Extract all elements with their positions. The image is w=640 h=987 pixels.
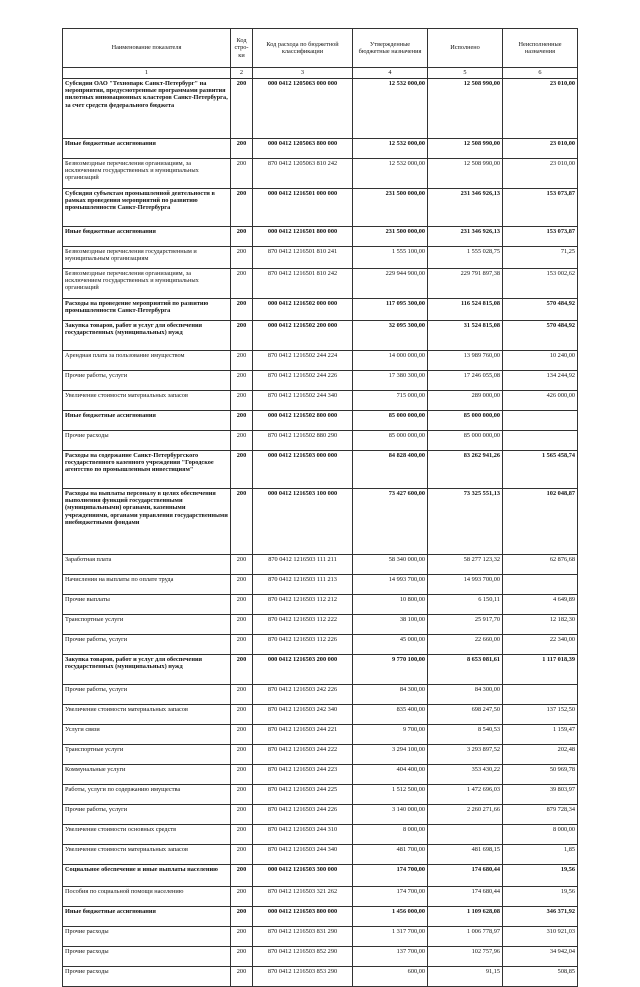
row-remaining: 346 371,92 [503, 907, 578, 927]
row-line-code: 200 [231, 685, 253, 705]
row-name: Работы, услуги по содержанию имущества [63, 785, 231, 805]
row-name: Транспортные услуги [63, 745, 231, 765]
row-executed: 58 277 123,32 [428, 555, 503, 575]
row-remaining: 1 159,47 [503, 725, 578, 745]
row-approved: 14 000 000,00 [353, 351, 428, 371]
row-expense-code: 000 0412 1216502 800 000 [253, 411, 353, 431]
table-row [63, 765, 578, 785]
row-executed: 83 262 941,26 [428, 451, 503, 489]
row-approved: 1 317 700,00 [353, 927, 428, 947]
row-name: Увеличение стоимости материальных запасов [63, 391, 231, 411]
row-line-code: 200 [231, 351, 253, 371]
row-line-code: 200 [231, 805, 253, 825]
row-executed: 73 325 551,13 [428, 489, 503, 555]
row-remaining: 1 117 018,39 [503, 655, 578, 685]
row-expense-code: 000 0412 1216502 000 000 [253, 299, 353, 321]
row-executed: 22 660,00 [428, 635, 503, 655]
table-row [63, 825, 578, 845]
column-number: 2 [231, 68, 253, 79]
row-expense-code: 870 0412 1216503 112 222 [253, 615, 353, 635]
row-remaining: 202,48 [503, 745, 578, 765]
row-name: Прочие работы, услуги [63, 635, 231, 655]
row-name: Субсидии ОАО "Технопарк Санкт-Петербург" на мероприятия, предусмотренные программами развития пилотных инновационных кластеров Санкт-Петербурга, за счет средств федерального бюджета [63, 79, 231, 139]
row-expense-code: 000 0412 1216503 800 000 [253, 907, 353, 927]
row-approved: 174 700,00 [353, 887, 428, 907]
row-expense-code: 870 0412 1205063 810 242 [253, 159, 353, 189]
row-approved: 1 512 500,00 [353, 785, 428, 805]
table-row [63, 189, 578, 227]
row-approved: 231 500 000,00 [353, 189, 428, 227]
row-approved: 117 095 300,00 [353, 299, 428, 321]
row-expense-code: 870 0412 1216502 880 290 [253, 431, 353, 451]
row-expense-code: 000 0412 1216501 800 000 [253, 227, 353, 247]
row-executed: 1 472 696,03 [428, 785, 503, 805]
row-line-code: 200 [231, 745, 253, 765]
row-executed: 698 247,50 [428, 705, 503, 725]
row-remaining: 19,56 [503, 887, 578, 907]
row-name: Увеличение стоимости основных средств [63, 825, 231, 845]
row-remaining: 153 073,87 [503, 189, 578, 227]
column-number: 5 [428, 68, 503, 79]
row-expense-code: 870 0412 1216503 244 223 [253, 765, 353, 785]
row-approved: 174 700,00 [353, 865, 428, 887]
row-line-code: 200 [231, 887, 253, 907]
row-name: Прочие выплаты [63, 595, 231, 615]
row-remaining: 508,85 [503, 967, 578, 987]
row-approved: 231 500 000,00 [353, 227, 428, 247]
table-row [63, 351, 578, 371]
row-approved: 1 456 000,00 [353, 907, 428, 927]
row-name: Субсидия субъектам промышленной деятельности в рамках проведения мероприятий по развитию промышленности Санкт-Петербурга [63, 189, 231, 227]
table-row [63, 615, 578, 635]
row-line-code: 200 [231, 159, 253, 189]
row-approved: 84 828 400,00 [353, 451, 428, 489]
table-row [63, 159, 578, 189]
row-approved: 73 427 600,00 [353, 489, 428, 555]
row-name: Закупка товаров, работ и услуг для обеспечения государственных (муниципальных) нужд [63, 655, 231, 685]
row-executed: 31 524 815,08 [428, 321, 503, 351]
header-row [63, 29, 578, 68]
row-remaining: 22 340,00 [503, 635, 578, 655]
row-approved: 84 300,00 [353, 685, 428, 705]
header-expense-code: Код расхода по бюджетной классификации [253, 29, 353, 68]
row-executed: 85 000 000,00 [428, 431, 503, 451]
row-expense-code: 870 0412 1216503 853 290 [253, 967, 353, 987]
row-line-code: 200 [231, 765, 253, 785]
row-remaining: 23 010,00 [503, 159, 578, 189]
row-remaining: 570 484,92 [503, 299, 578, 321]
row-expense-code: 870 0412 1216502 244 226 [253, 371, 353, 391]
row-name: Социальное обеспечение и иные выплаты населению [63, 865, 231, 887]
table-row [63, 967, 578, 987]
row-remaining [503, 431, 578, 451]
row-name: Иные бюджетные ассигнования [63, 227, 231, 247]
row-line-code: 200 [231, 705, 253, 725]
row-executed: 14 993 700,00 [428, 575, 503, 595]
row-executed: 85 000 000,00 [428, 411, 503, 431]
row-line-code: 200 [231, 615, 253, 635]
row-remaining: 310 921,03 [503, 927, 578, 947]
row-executed: 174 680,44 [428, 865, 503, 887]
row-name: Безвозмездные перечисления организациям, за исключением государственных и муниципальных организаций [63, 159, 231, 189]
row-line-code: 200 [231, 321, 253, 351]
row-line-code: 200 [231, 391, 253, 411]
row-line-code: 200 [231, 595, 253, 615]
header-executed: Исполнено [428, 29, 503, 68]
row-remaining: 137 152,50 [503, 705, 578, 725]
row-executed: 12 508 990,00 [428, 139, 503, 159]
row-approved: 8 000,00 [353, 825, 428, 845]
table-row [63, 927, 578, 947]
row-expense-code: 870 0412 1216503 111 211 [253, 555, 353, 575]
table-row [63, 391, 578, 411]
table-row [63, 227, 578, 247]
row-executed [428, 825, 503, 845]
table-row [63, 705, 578, 725]
row-expense-code: 870 0412 1216503 244 310 [253, 825, 353, 845]
row-expense-code: 870 0412 1216503 852 290 [253, 947, 353, 967]
row-executed: 8 653 081,61 [428, 655, 503, 685]
row-executed: 231 346 926,13 [428, 227, 503, 247]
table-row [63, 269, 578, 299]
row-line-code: 200 [231, 785, 253, 805]
row-line-code: 200 [231, 947, 253, 967]
row-remaining: 570 484,92 [503, 321, 578, 351]
row-approved: 9 700,00 [353, 725, 428, 745]
header-remaining: Неисполненные назначения [503, 29, 578, 68]
row-line-code: 200 [231, 247, 253, 269]
row-executed: 13 989 760,00 [428, 351, 503, 371]
row-line-code: 200 [231, 927, 253, 947]
row-remaining: 879 728,34 [503, 805, 578, 825]
table-row [63, 555, 578, 575]
table-row [63, 431, 578, 451]
row-executed: 17 246 055,08 [428, 371, 503, 391]
row-executed: 174 680,44 [428, 887, 503, 907]
row-name: Закупка товаров, работ и услуг для обеспечения государственных (муниципальных) нужд [63, 321, 231, 351]
row-executed: 1 006 778,97 [428, 927, 503, 947]
row-line-code: 200 [231, 635, 253, 655]
table-row [63, 685, 578, 705]
column-number: 4 [353, 68, 428, 79]
row-expense-code: 870 0412 1216503 111 213 [253, 575, 353, 595]
row-executed: 102 757,96 [428, 947, 503, 967]
row-name: Транспортные услуги [63, 615, 231, 635]
row-remaining [503, 575, 578, 595]
row-expense-code: 870 0412 1216503 244 221 [253, 725, 353, 745]
table-row [63, 655, 578, 685]
row-name: Начисления на выплаты по оплате труда [63, 575, 231, 595]
table-row [63, 635, 578, 655]
row-name: Прочие расходы [63, 967, 231, 987]
row-approved: 3 294 100,00 [353, 745, 428, 765]
row-name: Прочие работы, услуги [63, 371, 231, 391]
row-remaining: 153 073,87 [503, 227, 578, 247]
row-name: Увеличение стоимости материальных запасов [63, 845, 231, 865]
row-remaining: 34 942,04 [503, 947, 578, 967]
row-executed: 25 917,70 [428, 615, 503, 635]
row-approved: 32 095 300,00 [353, 321, 428, 351]
column-number: 1 [63, 68, 231, 79]
table-row [63, 865, 578, 887]
row-approved: 12 532 000,00 [353, 79, 428, 139]
row-line-code: 200 [231, 79, 253, 139]
row-expense-code: 870 0412 1216503 244 222 [253, 745, 353, 765]
row-executed: 1 555 028,75 [428, 247, 503, 269]
row-expense-code: 000 0412 1216501 000 000 [253, 189, 353, 227]
row-approved: 715 000,00 [353, 391, 428, 411]
row-line-code: 200 [231, 655, 253, 685]
row-executed: 3 293 897,52 [428, 745, 503, 765]
row-executed: 84 300,00 [428, 685, 503, 705]
row-remaining: 39 803,97 [503, 785, 578, 805]
row-name: Заработная плата [63, 555, 231, 575]
row-remaining [503, 411, 578, 431]
row-name: Арендная плата за пользование имуществом [63, 351, 231, 371]
row-line-code: 200 [231, 189, 253, 227]
row-line-code: 200 [231, 825, 253, 845]
table-row [63, 489, 578, 555]
row-expense-code: 870 0412 1216501 810 242 [253, 269, 353, 299]
table-row [63, 321, 578, 351]
row-name: Прочие работы, услуги [63, 805, 231, 825]
table-row [63, 371, 578, 391]
table-row [63, 947, 578, 967]
row-approved: 12 532 000,00 [353, 139, 428, 159]
row-remaining: 23 010,00 [503, 139, 578, 159]
row-line-code: 200 [231, 865, 253, 887]
row-remaining: 426 000,00 [503, 391, 578, 411]
row-name: Прочие работы, услуги [63, 685, 231, 705]
table-row [63, 79, 578, 139]
table-row [63, 299, 578, 321]
row-approved: 481 700,00 [353, 845, 428, 865]
row-approved: 404 400,00 [353, 765, 428, 785]
table-row [63, 785, 578, 805]
row-approved: 600,00 [353, 967, 428, 987]
row-approved: 45 000,00 [353, 635, 428, 655]
row-name: Иные бюджетные ассигнования [63, 139, 231, 159]
row-name: Иные бюджетные ассигнования [63, 411, 231, 431]
table-row [63, 907, 578, 927]
row-expense-code: 870 0412 1216503 242 226 [253, 685, 353, 705]
table-row [63, 451, 578, 489]
row-remaining: 102 048,87 [503, 489, 578, 555]
table-body [63, 79, 578, 987]
row-expense-code: 870 0412 1216502 244 224 [253, 351, 353, 371]
row-line-code: 200 [231, 371, 253, 391]
row-expense-code: 000 0412 1216502 200 000 [253, 321, 353, 351]
row-expense-code: 000 0412 1216503 100 000 [253, 489, 353, 555]
header-line-code: Код стро-ки [231, 29, 253, 68]
row-name: Пособия по социальной помощи населению [63, 887, 231, 907]
table-row [63, 575, 578, 595]
row-remaining: 71,25 [503, 247, 578, 269]
row-executed: 231 346 926,13 [428, 189, 503, 227]
row-expense-code: 870 0412 1216503 831 290 [253, 927, 353, 947]
row-remaining: 12 182,30 [503, 615, 578, 635]
row-remaining: 153 002,62 [503, 269, 578, 299]
row-approved: 17 380 300,00 [353, 371, 428, 391]
row-approved: 12 532 000,00 [353, 159, 428, 189]
header-approved: Утвержденные бюджетные назначения [353, 29, 428, 68]
row-line-code: 200 [231, 431, 253, 451]
row-approved: 85 000 000,00 [353, 431, 428, 451]
header-indicator-name: Наименование показателя [63, 29, 231, 68]
row-name: Расходы на проведение мероприятий по развитию промышленности Санкт-Петербурга [63, 299, 231, 321]
row-name: Иные бюджетные ассигнования [63, 907, 231, 927]
row-line-code: 200 [231, 227, 253, 247]
row-expense-code: 000 0412 1216503 200 000 [253, 655, 353, 685]
row-approved: 835 400,00 [353, 705, 428, 725]
column-number-row [63, 68, 578, 79]
row-executed: 12 508 990,00 [428, 79, 503, 139]
row-expense-code: 870 0412 1216503 242 340 [253, 705, 353, 725]
row-expense-code: 870 0412 1216503 244 226 [253, 805, 353, 825]
row-remaining: 23 010,00 [503, 79, 578, 139]
row-approved: 229 944 900,00 [353, 269, 428, 299]
row-name: Прочие расходы [63, 431, 231, 451]
row-remaining: 62 876,68 [503, 555, 578, 575]
row-expense-code: 000 0412 1205063 800 000 [253, 139, 353, 159]
row-line-code: 200 [231, 907, 253, 927]
row-name: Безвозмездные перечисления государственным и муниципальным организациям [63, 247, 231, 269]
row-name: Коммунальные услуги [63, 765, 231, 785]
row-name: Безвозмездные перечисления организациям, за исключением государственных и муниципальных организаций [63, 269, 231, 299]
row-approved: 3 140 000,00 [353, 805, 428, 825]
row-executed: 6 150,11 [428, 595, 503, 615]
table-row [63, 595, 578, 615]
table-row [63, 725, 578, 745]
row-line-code: 200 [231, 269, 253, 299]
row-approved: 1 555 100,00 [353, 247, 428, 269]
row-executed: 8 540,53 [428, 725, 503, 745]
row-line-code: 200 [231, 411, 253, 431]
row-executed: 12 508 990,00 [428, 159, 503, 189]
row-name: Расходы на выплаты персоналу в целях обеспечения выполнения функций государственными (муниципальными) органами, казенными учреждениями, органами управления государственными внебюджетными фондами [63, 489, 231, 555]
row-name: Услуги связи [63, 725, 231, 745]
row-line-code: 200 [231, 555, 253, 575]
row-approved: 137 700,00 [353, 947, 428, 967]
row-remaining: 1 565 458,74 [503, 451, 578, 489]
table-row [63, 745, 578, 765]
row-executed: 481 698,15 [428, 845, 503, 865]
row-line-code: 200 [231, 845, 253, 865]
row-expense-code: 870 0412 1216503 112 226 [253, 635, 353, 655]
row-line-code: 200 [231, 575, 253, 595]
row-expense-code: 870 0412 1216503 244 225 [253, 785, 353, 805]
row-approved: 14 993 700,00 [353, 575, 428, 595]
row-name: Прочие расходы [63, 927, 231, 947]
row-expense-code: 870 0412 1216501 810 241 [253, 247, 353, 269]
row-name: Увеличение стоимости материальных запасов [63, 705, 231, 725]
row-executed: 353 430,22 [428, 765, 503, 785]
row-remaining: 19,56 [503, 865, 578, 887]
row-remaining: 4 649,89 [503, 595, 578, 615]
row-remaining: 134 244,92 [503, 371, 578, 391]
row-remaining [503, 685, 578, 705]
row-line-code: 200 [231, 967, 253, 987]
row-expense-code: 000 0412 1216503 300 000 [253, 865, 353, 887]
table-row [63, 247, 578, 269]
budget-execution-table [62, 28, 578, 987]
table-row [63, 887, 578, 907]
row-executed: 116 524 815,08 [428, 299, 503, 321]
table-row [63, 805, 578, 825]
row-approved: 85 000 000,00 [353, 411, 428, 431]
row-executed: 1 109 628,08 [428, 907, 503, 927]
column-number: 6 [503, 68, 578, 79]
row-remaining: 50 969,78 [503, 765, 578, 785]
row-approved: 9 770 100,00 [353, 655, 428, 685]
table-row [63, 845, 578, 865]
row-remaining: 1,85 [503, 845, 578, 865]
row-line-code: 200 [231, 725, 253, 745]
row-line-code: 200 [231, 139, 253, 159]
row-remaining: 10 240,00 [503, 351, 578, 371]
row-expense-code: 000 0412 1216503 000 000 [253, 451, 353, 489]
row-executed: 2 260 271,66 [428, 805, 503, 825]
budget-report-page [62, 28, 577, 987]
row-executed: 229 791 897,38 [428, 269, 503, 299]
table-row [63, 139, 578, 159]
row-approved: 10 800,00 [353, 595, 428, 615]
row-expense-code: 870 0412 1216503 112 212 [253, 595, 353, 615]
row-line-code: 200 [231, 489, 253, 555]
row-remaining: 8 000,00 [503, 825, 578, 845]
row-executed: 91,15 [428, 967, 503, 987]
row-line-code: 200 [231, 299, 253, 321]
row-executed: 289 000,00 [428, 391, 503, 411]
row-expense-code: 870 0412 1216503 321 262 [253, 887, 353, 907]
row-name: Расходы на содержание Санкт-Петербургского государственного казенного учреждения "Городское агентство по промышленным инвестициям" [63, 451, 231, 489]
row-expense-code: 870 0412 1216503 244 340 [253, 845, 353, 865]
row-expense-code: 870 0412 1216502 244 340 [253, 391, 353, 411]
table-row [63, 411, 578, 431]
row-name: Прочие расходы [63, 947, 231, 967]
row-approved: 38 100,00 [353, 615, 428, 635]
row-approved: 58 340 000,00 [353, 555, 428, 575]
row-line-code: 200 [231, 451, 253, 489]
row-expense-code: 000 0412 1205063 000 000 [253, 79, 353, 139]
column-number: 3 [253, 68, 353, 79]
